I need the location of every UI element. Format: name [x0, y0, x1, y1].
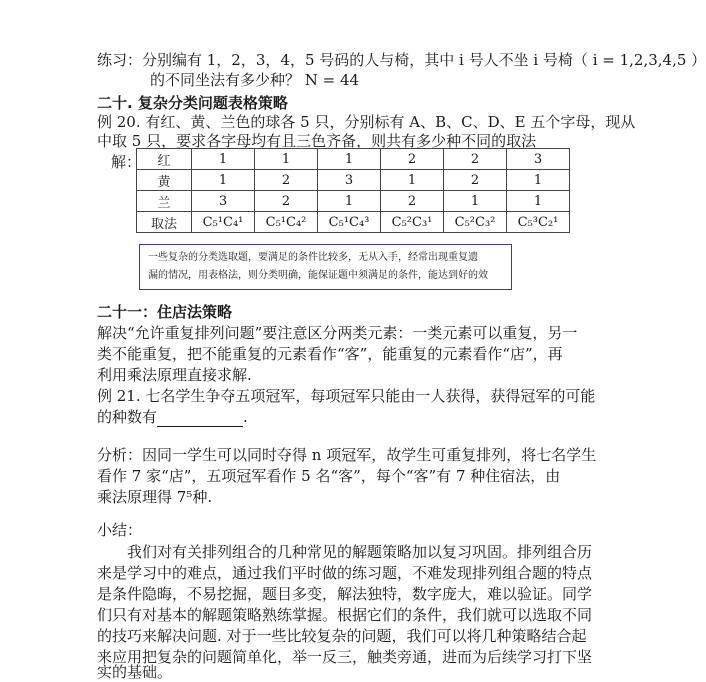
- table-cell: 1: [444, 191, 507, 212]
- table-cell: 3: [192, 191, 255, 212]
- row-label: 黄: [137, 170, 192, 191]
- row-label: 兰: [137, 191, 192, 212]
- table-row: [137, 191, 570, 212]
- section-21-para-line-1: 解决“允许重复排列问题”要注意区分两类元素：一类元素可以重复，另一: [97, 324, 578, 342]
- distribution-table: [136, 148, 570, 233]
- table-cell: C₅²C₃²: [444, 212, 507, 233]
- summary-line-4: 们只有对基本的解题策略熟练掌握。根据它们的条件，我们就可以选取不同: [97, 606, 593, 624]
- table-cell: 3: [507, 149, 570, 170]
- table-cell: C₅¹C₄¹: [192, 212, 255, 233]
- section-21-para-line-3: 利用乘法原理直接求解.: [97, 366, 252, 384]
- table-cell: 1: [381, 170, 444, 191]
- table-row: [137, 149, 570, 170]
- row-label: 取法: [137, 212, 192, 233]
- section-21-title: 二十一：住店法策略: [97, 303, 233, 321]
- example-21-line-1: 例 21. 七名学生争夺五项冠军，每项冠军只能由一人获得，获得冠军的可能: [97, 387, 596, 405]
- table-cell: 2: [381, 191, 444, 212]
- summary-label: 小结：: [97, 521, 143, 539]
- table-cell: 2: [255, 191, 318, 212]
- analysis-line-1: 分析：因同一学生可以同时夺得 n 项冠军，故学生可重复排列，将七名学生: [97, 446, 597, 464]
- summary-line-7: 实的基础。: [97, 663, 173, 681]
- tip-box: [139, 244, 512, 290]
- section-21-para-line-2: 类不能重复，把不能重复的元素看作“客”，能重复的元素看作“店”，再: [97, 345, 563, 363]
- row-label: 红: [137, 149, 192, 170]
- table-cell: 2: [444, 149, 507, 170]
- table-row: [137, 212, 570, 233]
- table-cell: C₅¹C₄³: [318, 212, 381, 233]
- table-cell: 1: [507, 170, 570, 191]
- table-cell: 2: [255, 170, 318, 191]
- table-cell: C₅¹C₄²: [255, 212, 318, 233]
- example-21-suffix: .: [243, 408, 248, 426]
- section-20-title: 二十. 复杂分类问题表格策略: [97, 94, 288, 112]
- tip-line-2: 漏的情况，用表格法，则分类明确，能保证题中须满足的条件，能达到好的效: [148, 270, 488, 281]
- summary-line-2: 来是学习中的难点，通过我们平时做的练习题，不难发现排列组合题的特点: [97, 564, 593, 582]
- table-cell: 2: [444, 170, 507, 191]
- summary-line-3: 是条件隐晦，不易挖掘，题目多变，解法独特，数字庞大，难以验证。同学: [97, 585, 593, 603]
- example-21-prefix: 的种数有: [97, 408, 158, 426]
- analysis-line-3: 乘法原理得 7⁵种.: [97, 488, 213, 506]
- table-cell: 1: [192, 149, 255, 170]
- table-cell: C₅³C₂¹: [507, 212, 570, 233]
- table-cell: 1: [507, 191, 570, 212]
- example-20-line-1: 例 20. 有红、黄、兰色的球各 5 只，分别标有 A、B、C、D、E 五个字母，现从: [97, 113, 636, 131]
- analysis-line-2: 看作 7 家“店”，五项冠军看作 5 名“客”，每个“客”有 7 种住宿法，由: [97, 467, 561, 485]
- tip-line-1: 一些复杂的分类选取题，要满足的条件比较多，无从入手，经常出现重复遗: [148, 252, 478, 263]
- table-cell: 2: [381, 149, 444, 170]
- table-cell: 1: [255, 149, 318, 170]
- table-cell: 1: [192, 170, 255, 191]
- exercise-line-1: 练习：分别编有 1，2，3，4，5 号码的人与椅，其中 i 号人不坐 i 号椅（ i = 1,2,3,4,5 ）: [97, 51, 706, 69]
- summary-line-6: 来应用把复杂的问题简单化，举一反三，触类旁通，进而为后续学习打下坚: [97, 648, 593, 666]
- table-cell: 1: [318, 149, 381, 170]
- example-21-line-2: [97, 407, 248, 427]
- table-cell: C₅²C₃¹: [381, 212, 444, 233]
- summary-line-1: 我们对有关排列组合的几种常见的解题策略加以复习巩固。排列组合历: [127, 543, 593, 561]
- summary-line-5: 的技巧来解决问题. 对于一些比较复杂的问题，我们可以将几种策略结合起: [97, 627, 587, 645]
- solution-label: 解：: [111, 153, 142, 171]
- table-cell: 1: [318, 191, 381, 212]
- table-row: [137, 170, 570, 191]
- example-20-line-2: 中取 5 只，要求各字母均有且三色齐备，则共有多少种不同的取法: [97, 132, 537, 150]
- table-cell: 3: [318, 170, 381, 191]
- answer-blank: [157, 410, 243, 427]
- exercise-line-2: 的不同坐法有多少种？ N = 44: [150, 71, 360, 89]
